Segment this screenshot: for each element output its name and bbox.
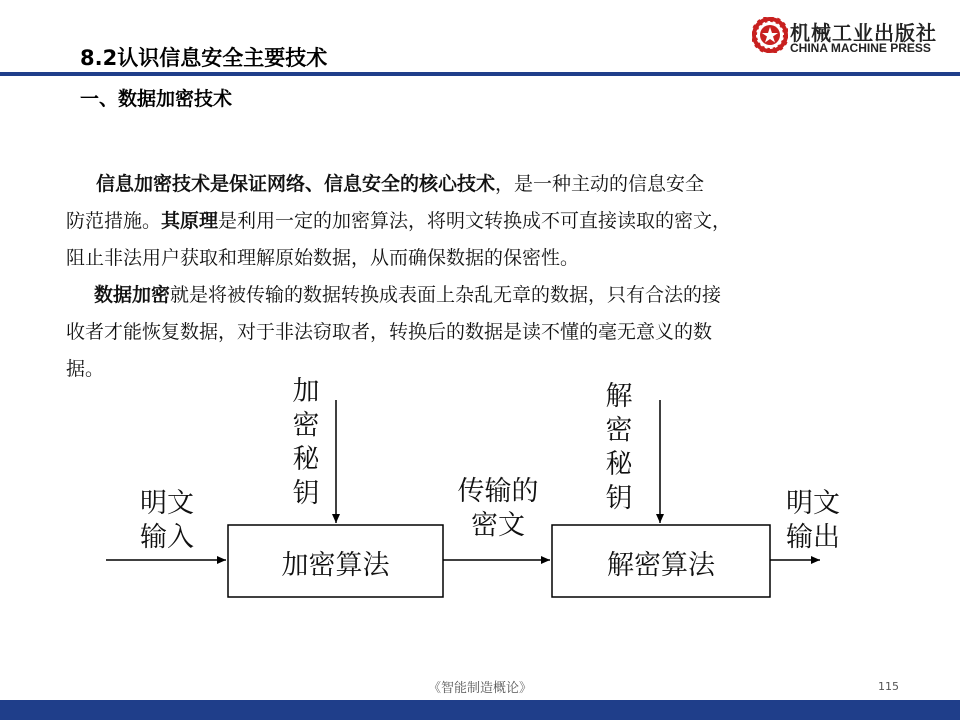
p1-line2a: 防范措施。 <box>66 210 162 232</box>
ciphertext-label: 传输的 密文 <box>457 476 539 541</box>
p2-bold: 数据加密 <box>94 284 171 306</box>
encrypt-box-label: 加密算法 <box>281 550 390 581</box>
page-number: 115 <box>878 680 899 693</box>
p2-rest: 就是将被传输的数据转换成表面上杂乱无章的数据，只有合法的接 <box>170 284 722 306</box>
p1-line2b: 是利用一定的加密算法，将明文转换成不可直接读取的密文， <box>218 210 732 232</box>
paragraph-1-line-3: 阻止非法用户获取和理解原始数据，从而确保数据的保密性。 <box>66 247 580 269</box>
plaintext-input-label: 明文 输入 <box>140 488 194 553</box>
plaintext-output-label: 明文 输出 <box>786 488 840 553</box>
decrypt-box-label: 解密算法 <box>607 550 715 581</box>
paragraph-2-line-2: 收者才能恢复数据，对于非法窃取者，转换后的数据是读不懂的毫无意义的数 <box>66 321 713 343</box>
p1-line2-bold: 其原理 <box>161 210 219 232</box>
encrypt-key-label: 加 密 秘 钥 <box>292 376 320 509</box>
paragraph-2-line-3: 据。 <box>66 358 105 380</box>
p1-rest: ，是一种主动的信息安全 <box>495 173 705 195</box>
footer-book-title: 《智能制造概论》 <box>427 681 532 696</box>
logo-english-name: CHINA MACHINE PRESS <box>790 41 931 55</box>
logo-chinese-name: 机械工业出版社 <box>790 21 937 45</box>
subsection-title: 一、数据加密技术 <box>80 88 233 110</box>
footer-bar <box>0 700 960 720</box>
section-title: 8.2认识信息安全主要技术 <box>80 46 328 70</box>
decrypt-key-label: 解 密 秘 钥 <box>605 381 633 514</box>
p1-bold: 信息加密技术是保证网络、信息安全的核心技术 <box>96 173 496 195</box>
